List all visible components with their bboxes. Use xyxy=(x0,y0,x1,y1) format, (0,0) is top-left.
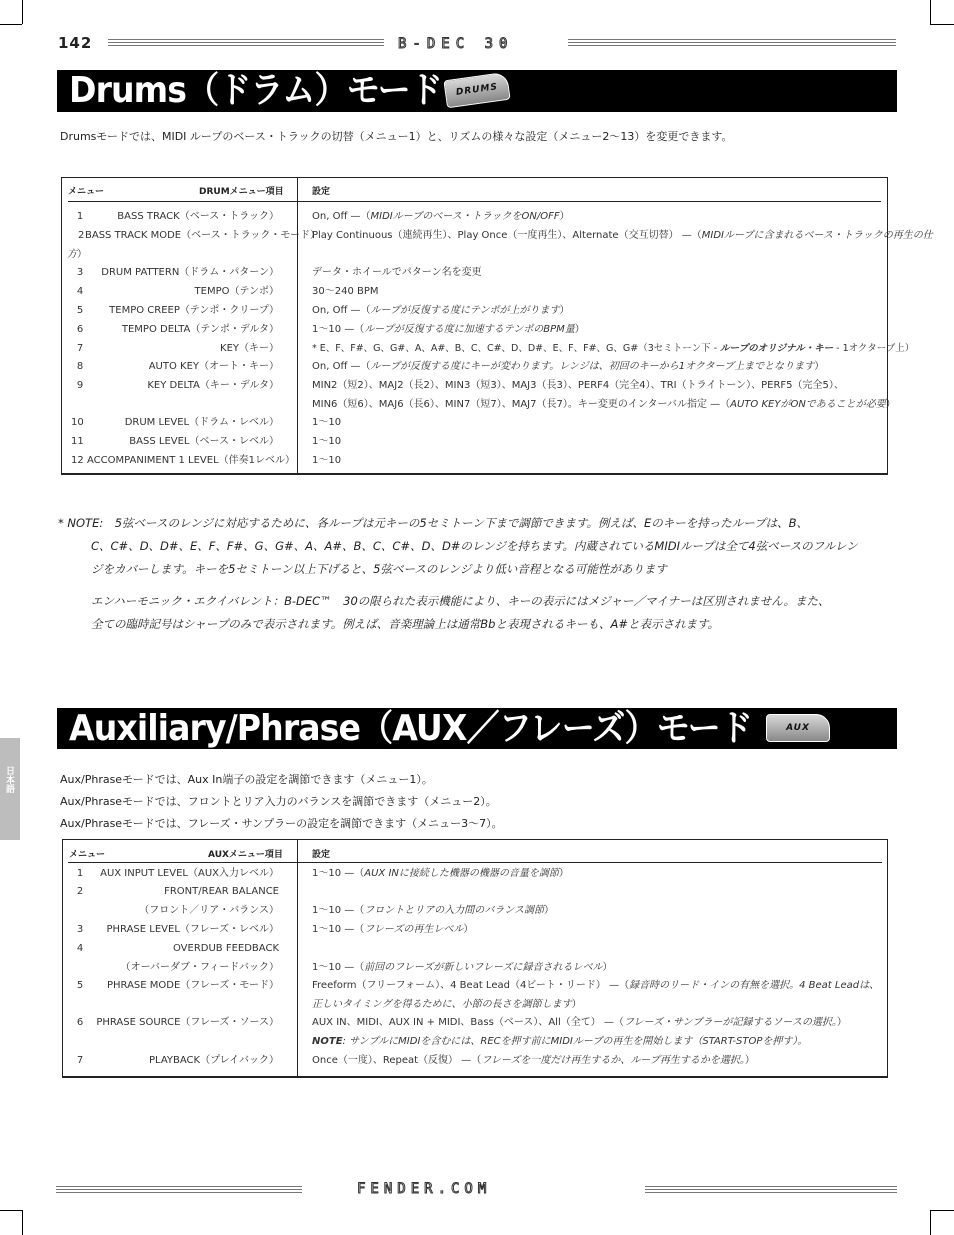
table-row-name-sub: （オーバーダブ・フィードバック） xyxy=(120,962,279,973)
table-row-num: 2 xyxy=(76,886,84,897)
setting-text: 1〜10 —（ xyxy=(312,905,365,916)
footer-site-logo: FENDER.COM xyxy=(357,1181,492,1197)
table-row-setting xyxy=(312,230,933,242)
setting-end: - 1オクターブ上） xyxy=(833,343,915,354)
setting-italic: MIDIループに含まれるベース・トラックの再生の仕 xyxy=(701,230,933,241)
setting-italic: フレーズ・サンプラーが記録するソースの選択。 xyxy=(623,1017,837,1028)
table-row-num: 4 xyxy=(76,943,84,954)
setting-text: MIN6（短6）、MAJ6（長6）、MIN7（短7）、MAJ7（長7）。キー変更のインターバル指定 —（ xyxy=(312,399,731,410)
table-row-setting: 1〜10 xyxy=(312,436,342,447)
table-row-name: BASS TRACK（ベース・トラック） xyxy=(117,211,279,222)
note-line: C、C#、D、D#、E、F、F#、G、G#、A、A#、B、C、C#、D、D#のレンジを持ちます。内蔵されているMIDIループは全て4弦ベースのフルレン xyxy=(91,539,858,553)
drums-badge-label: DRUMS xyxy=(455,82,499,98)
col-item-header: DRUMメニュー項目 xyxy=(199,187,284,197)
crop-mark xyxy=(0,1210,22,1211)
aux-badge-icon xyxy=(766,714,830,742)
table-header-line xyxy=(68,862,882,863)
table-row-name: KEY（キー） xyxy=(220,343,279,354)
setting-italic: 録音時のリード・インの有無を選択。4 Beat Leadは、 xyxy=(629,980,880,991)
crop-mark xyxy=(22,1210,23,1235)
table-row-setting xyxy=(312,324,585,336)
setting-italic: MIDIループのベース・トラックをON/OFF xyxy=(370,211,560,222)
setting-text: 1〜10 —（ xyxy=(312,324,365,335)
footer-rule-right xyxy=(645,1186,897,1193)
table-row-setting: 1〜10 xyxy=(312,455,342,466)
table-row-setting xyxy=(312,980,879,992)
setting-text: AUX IN、MIDI、AUX IN + MIDI、Bass（ベース）、All（全て） —（ xyxy=(312,1017,624,1028)
crop-mark xyxy=(22,0,23,24)
setting-italic: ループのオリジナル・キー xyxy=(720,343,834,354)
table-row-setting xyxy=(312,868,569,880)
setting-italic: フレーズの再生レベル xyxy=(364,924,464,935)
note-label: NOTE xyxy=(312,1036,343,1047)
table-row-setting xyxy=(312,962,612,974)
table-row-num: 6 xyxy=(76,1017,84,1028)
setting-end: ） xyxy=(836,1017,847,1028)
table-row-name: ACCOMPANIMENT 1 LEVEL（伴奏1レベル） xyxy=(87,455,296,466)
aux-section-banner xyxy=(57,708,897,749)
table-row-num: 6 xyxy=(76,324,84,335)
table-row-num: 5 xyxy=(76,980,84,991)
table-row-setting-note xyxy=(312,1036,807,1048)
table-row-num: 7 xyxy=(76,343,84,354)
setting-end: ） xyxy=(558,868,569,879)
setting-text: * E、F、F#、G、G#、A、A#、B、C、C#、D、D#、E、F、F#、G、G#（3セミトーン下 - xyxy=(312,343,721,354)
table-row-setting: 1〜10 xyxy=(312,417,342,428)
crop-mark xyxy=(930,0,931,24)
header-rule-left xyxy=(108,39,384,46)
table-row-setting xyxy=(312,211,570,223)
setting-text: Play Continuous（連続再生）、Play Once（一度再生）、Alternate（交互切替） —（ xyxy=(312,230,702,241)
setting-end: ） xyxy=(559,305,570,316)
table-row-setting xyxy=(312,1017,847,1029)
drums-badge-icon xyxy=(443,72,510,109)
table-row-setting xyxy=(312,924,473,936)
table-row-num: 8 xyxy=(76,361,84,372)
aux-menu-table xyxy=(62,839,888,1078)
table-row-name: FRONT/REAR BALANCE xyxy=(164,886,279,897)
note-text: : サンプルにMIDIを含むには、RECを押す前にMIDIループの再生を開始します（START-STOPを押す）。 xyxy=(342,1036,808,1047)
table-row-name: TEMPO DELTA（テンポ・デルタ） xyxy=(121,324,279,335)
table-row-setting: データ・ホイールでパターン名を変更 xyxy=(312,267,482,278)
setting-text: On, Off —（ xyxy=(312,211,371,222)
table-row-name: TEMPO CREEP（テンポ・クリープ） xyxy=(109,305,279,316)
table-row-name: KEY DELTA（キー・デルタ） xyxy=(147,380,279,391)
setting-end: ） xyxy=(77,249,87,260)
table-divider xyxy=(297,178,298,473)
language-side-tab xyxy=(0,738,20,840)
table-row-name: PLAYBACK（プレイバック） xyxy=(149,1055,279,1066)
table-row-num: 3 xyxy=(76,924,84,935)
table-row-num: 9 xyxy=(76,380,84,391)
table-row-setting-cont xyxy=(67,249,87,261)
table-row-num: 12 xyxy=(71,455,84,466)
drums-section-title: Drums（ドラム）モード xyxy=(69,70,442,111)
setting-italic: ループが反復する度に加速するテンポのBPM量 xyxy=(364,324,575,335)
aux-intro-text: Aux/Phraseモードでは、フロントとリア入力のバランスを調節できます（メニュー2）。 xyxy=(60,795,497,808)
drums-section-banner xyxy=(57,70,897,112)
drums-menu-table xyxy=(61,177,933,475)
setting-end: ） xyxy=(463,924,474,935)
note-line: * NOTE: 5弦ベースのレンジに対応するために、各ループは元キーの5セミトーン下まで調節できます。例えば、Eのキーを持ったループは、B、 xyxy=(58,516,809,530)
setting-italic: ループが反復する度にキーが変わります。レンジは、初回のキーから1オクターブ上までとなります xyxy=(370,361,815,372)
table-row-setting: MIN2（短2）、MAJ2（長2）、MIN3（短3）、MAJ3（長3）、PERF4（完全4）、TRI（トライトーン）、PERF5（完全5）、 xyxy=(312,380,844,391)
setting-end: ） xyxy=(559,211,570,222)
table-row-name: DRUM LEVEL（ドラム・レベル） xyxy=(124,417,279,428)
page-number: 142 xyxy=(58,34,93,52)
note-line: エンハーモニック・エクイバレント：B-DEC™ 30の限られた表示機能により、キーの表示にはメジャー／マイナーは区別されません。また、 xyxy=(91,594,830,608)
crop-mark xyxy=(0,24,22,25)
setting-end: ） xyxy=(571,999,582,1010)
crop-mark xyxy=(930,1210,931,1235)
setting-italic: AUTO KEYがONであることが必要 xyxy=(730,399,886,410)
table-row-name: BASS LEVEL（ベース・レベル） xyxy=(129,436,279,447)
col-item-header: AUXメニュー項目 xyxy=(208,850,283,860)
setting-italic: 正しいタイミングを得るために、小節の長さを調節します xyxy=(312,999,572,1010)
setting-text: On, Off —（ xyxy=(312,305,371,316)
note-line: 全ての臨時記号はシャープのみで表示されます。例えば、音楽理論上は通常Bbと表現されるキーも、A#と表示されます。 xyxy=(91,617,720,631)
table-row-num: 5 xyxy=(76,305,84,316)
aux-intro-text: Aux/Phraseモードでは、Aux In端子の設定を調節できます（メニュー1）。 xyxy=(60,773,433,786)
aux-section-title: Auxiliary/Phrase（AUX／フレーズ）モード xyxy=(69,708,752,749)
table-row-setting xyxy=(312,905,554,917)
setting-italic: AUX INに接続した機器の機器の音量を調節 xyxy=(364,868,559,879)
aux-intro-text: Aux/Phraseモードでは、フレーズ・サンプラーの設定を調節できます（メニュー3〜7）。 xyxy=(60,817,503,830)
setting-end: ） xyxy=(602,962,613,973)
setting-text: Freeform（フリーフォーム）、4 Beat Lead（4ビート・リード） —（ xyxy=(312,980,630,991)
table-row-num: 1 xyxy=(76,211,84,222)
setting-text: 1〜10 —（ xyxy=(312,962,365,973)
setting-end: ） xyxy=(814,361,825,372)
crop-mark xyxy=(930,24,954,25)
table-row-num: 11 xyxy=(71,436,84,447)
table-row-name: OVERDUB FEEDBACK xyxy=(172,943,279,954)
table-row-num: 2 xyxy=(78,230,85,241)
table-row-name: TEMPO（テンポ） xyxy=(194,286,279,297)
table-row-num: 3 xyxy=(76,267,84,278)
col-setting-header: 設定 xyxy=(312,850,331,860)
setting-text: On, Off —（ xyxy=(312,361,371,372)
table-row-num: 1 xyxy=(76,868,84,879)
table-row-num: 4 xyxy=(76,286,84,297)
table-row-setting-cont xyxy=(312,999,582,1011)
setting-text: 1〜10 —（ xyxy=(312,924,365,935)
table-row-setting xyxy=(312,343,914,355)
footer-rule-left xyxy=(56,1186,302,1193)
setting-italic: フロントとリアの入力間のバランス調節 xyxy=(364,905,544,916)
setting-italic: ループが反復する度にテンポが上がります xyxy=(370,305,560,316)
setting-text: 1〜10 —（ xyxy=(312,868,365,879)
table-row-name: BASS TRACK MODE（ベース・トラック・モード） xyxy=(85,230,321,241)
table-header-line xyxy=(68,201,881,202)
table-row-num: 10 xyxy=(71,417,84,428)
drums-notes xyxy=(58,512,858,636)
setting-italic: フレーズを一度だけ再生するか、ループ再生するかを選択。 xyxy=(481,1055,745,1066)
setting-italic: 方 xyxy=(67,249,77,260)
table-row-setting: 30〜240 BPM xyxy=(312,286,379,297)
aux-badge-label: AUX xyxy=(786,723,810,733)
table-divider xyxy=(297,840,298,1076)
table-row-name: AUX INPUT LEVEL（AUX入力レベル） xyxy=(100,868,279,879)
table-row-setting xyxy=(312,361,824,373)
table-row-name: PHRASE MODE（フレーズ・モード） xyxy=(107,980,279,991)
table-row-name: AUTO KEY（オート・キー） xyxy=(148,361,279,372)
table-row-setting xyxy=(312,305,570,317)
setting-end: ） xyxy=(543,905,554,916)
crop-mark xyxy=(930,1210,954,1211)
table-row-setting-cont xyxy=(312,399,896,411)
language-tab-label: 日本語 xyxy=(4,766,14,793)
col-menu-header: メニュー xyxy=(68,187,105,197)
table-row-num: 7 xyxy=(76,1055,84,1066)
setting-text: Once（一度）、Repeat（反復） —（ xyxy=(312,1055,482,1066)
setting-end: ） xyxy=(574,324,585,335)
setting-end: ） xyxy=(744,1055,755,1066)
setting-italic: 前回のフレーズが新しいフレーズに録音されるレベル xyxy=(364,962,603,973)
note-line: ジをカバーします。キーを5セミトーン以上下げると、5弦ベースのレンジより低い音程となる可能性があります xyxy=(91,562,667,576)
table-row-name: DRUM PATTERN（ドラム・パターン） xyxy=(101,267,279,278)
drums-intro-text: Drumsモードでは、MIDI ループのベース・トラックの切替（メニュー1）と、リズムの様々な設定（メニュー2〜13）を変更できます。 xyxy=(60,130,733,143)
table-row-name-sub: （フロント／リア・バランス） xyxy=(139,905,279,916)
col-setting-header: 設定 xyxy=(312,187,331,197)
table-row-name: PHRASE SOURCE（フレーズ・ソース） xyxy=(96,1017,279,1028)
table-row-name: PHRASE LEVEL（フレーズ・レベル） xyxy=(106,924,279,935)
setting-end: ） xyxy=(885,399,896,410)
header-rule-right xyxy=(568,39,896,46)
col-menu-header: メニュー xyxy=(69,850,106,860)
product-logo: B-DEC 30 xyxy=(398,36,514,52)
table-row-setting xyxy=(312,1055,755,1067)
